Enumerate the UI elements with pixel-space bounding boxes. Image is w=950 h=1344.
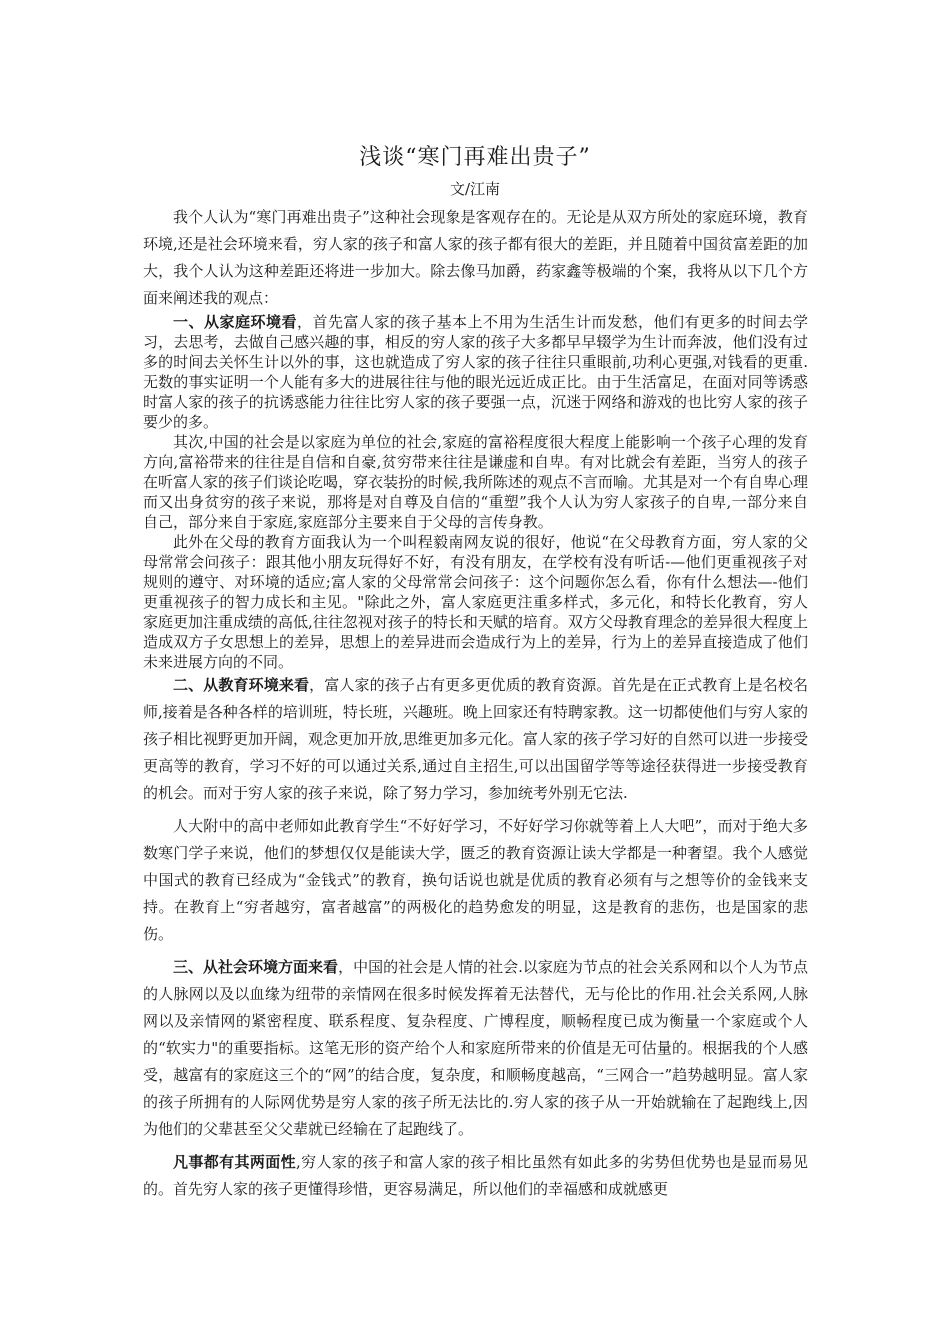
paragraph-family-environment bbox=[143, 312, 808, 432]
paragraph-text: ,穷人家的孩子和富人家的孩子相比虽然有如此多的劣势但优势也是显而易见的。首先穷人家的孩子更懂得珍惜，更容易满足，所以他们的幸福感和成就感更 bbox=[143, 1153, 808, 1198]
paragraph-family-self-esteem: 其次,中国的社会是以家庭为单位的社会,家庭的富裕程度很大程度上能影响一个孩子心理的发育方向,富裕带来的往往是自信和自豪,贫穷带来往往是谦虚和自卑。有对比就会有差距，当穷人的孩子在听富人家的孩子们谈论吃喝，穿衣装扮的时候,我所陈述的观点不言而喻。尤其是对一个有自卑心理而又出身贫穷的孩子来说，那将是对自尊及自信的“重塑”我个人认为穷人家孩子的自卑,一部分来自自己，部分来自于家庭,家庭部分主要来自于父母的言传身教。 bbox=[143, 433, 808, 531]
paragraph-social-environment bbox=[143, 954, 808, 1143]
paragraph-parent-education: 此外在父母的教育方面我认为一个叫程毅南网友说的很好，他说“在父母教育方面，穷人家的父母常常会问孩子：跟其他小朋友玩得好不好，有没有朋友，在学校有没有听话-—他们更重视孩子对规则的遵守、对环境的适应;富人家的父母常常会问孩子：这个问题你怎么看，你有什么想法—-他们更重视孩子的智力成长和主见。"除此之外，富人家庭更注重多样式，多元化，和特长化教育，穷人家庭更加注重成绩的高低,往往忽视对孩子的特长和天赋的培育。双方父母教育理念的差异很大程度上造成双方子女思想上的差异，思想上的差异进而会造成行为上的差异，行为上的差异直接造成了他们未来进展方向的不同。 bbox=[143, 533, 808, 671]
article-author: 文/江南 bbox=[449, 180, 501, 198]
section-heading-social: 三、从社会环境方面来看 bbox=[173, 958, 339, 976]
paragraph-text: ，富人家的孩子占有更多更优质的教育资源。首先是在正式教育上是名校名师,接着是各种各样的培训班，特长班，兴趣班。晚上回家还有特聘家教。这一切都使他们与穷人家的孩子相比视野更加开阔，观念更加开放,思维更加多元化。富人家的孩子学习好的自然可以进一步接受更高等的教育，学习不好的可以通过关系,通过自主招生,可以出国留学等等途径获得进一步接受教育的机会。而对于穷人家的孩子来说，除了努力学习，参加统考外别无它法. bbox=[143, 676, 808, 802]
article-title: 浅谈“寒门再难出贵子” bbox=[359, 145, 591, 170]
paragraph-education-resources: 人大附中的高中老师如此教育学生“不好好学习，不好好学习你就等着上人大吧”，而对于绝大多数寒门学子来说，他们的梦想仅仅是能读大学，匮乏的教育资源让读大学都是一种奢望。我个人感觉中国式的教育已经成为“金钱式”的教育，换句话说也就是优质的教育必须有与之想等价的金钱来支持。在教育上“穷者越穷，富者越富”的两极化的趋势愈发的明显，这是教育的悲伤，也是国家的悲伤。 bbox=[143, 817, 808, 943]
paragraph-two-sides bbox=[143, 1149, 808, 1203]
paragraph-education-environment bbox=[143, 672, 808, 807]
paragraph-intro: 我个人认为“寒门再难出贵子”这种社会现象是客观存在的。无论是从双方所处的家庭环境，教育环境,还是社会环境来看，穷人家的孩子和富人家的孩子都有很大的差距，并且随着中国贫富差距的加大，我个人认为这种差距还将进一步加大。除去像马加爵，药家鑫等极端的个案，我将从以下几个方面来阐述我的观点： bbox=[143, 208, 808, 307]
paragraph-text: ，首先富人家的孩子基本上不用为生活生计而发愁，他们有更多的时间去学习，去思考，去做自己感兴趣的事，相反的穷人家的孩子大多都早早辍学为生计而奔波，他们没有过多的时间去关怀生计以外的事，这也就造成了穷人家的孩子往往只重眼前,功利心更强,对钱看的更重.无数的事实证明一个人能有多大的进展往往与他的眼光远近成正比。由于生活富足，在面对同等诱惑时富人家的孩子的抗诱惑能力往往比穷人家的孩子要强一点，沉迷于网络和游戏的也比穷人家的孩子要少的多。 bbox=[143, 313, 808, 431]
article-body bbox=[143, 204, 808, 1203]
section-heading-education: 二、从教育环境来看 bbox=[173, 676, 310, 694]
paragraph-text: ，中国的社会是人情的社会.以家庭为节点的社会关系网和以个人为节点的人脉网以及以血缘为纽带的亲情网在很多时候发挥着无法替代，无与伦比的作用.社会关系网,人脉网以及亲情网的紧密程度、联系程度、复杂程度、广博程度，顺畅程度已成为衡量一个家庭或个人的“软实力"的重要指标。这笔无形的资产给个人和家庭所带来的价值是无可估量的。根据我的个人感受，越富有的家庭这三个的“网”的结合度，复杂度，和顺畅度越高，“三网合一”趋势越明显。富人家的孩子所拥有的人际网优势是穷人家的孩子所无法比的.穷人家的孩子从一开始就输在了起跑线上,因为他们的父辈甚至父父辈就已经输在了起跑线了。 bbox=[143, 958, 808, 1138]
section-heading-two-sides: 凡事都有其两面性 bbox=[173, 1153, 296, 1171]
section-heading-family: 一、从家庭环境看 bbox=[173, 313, 297, 331]
